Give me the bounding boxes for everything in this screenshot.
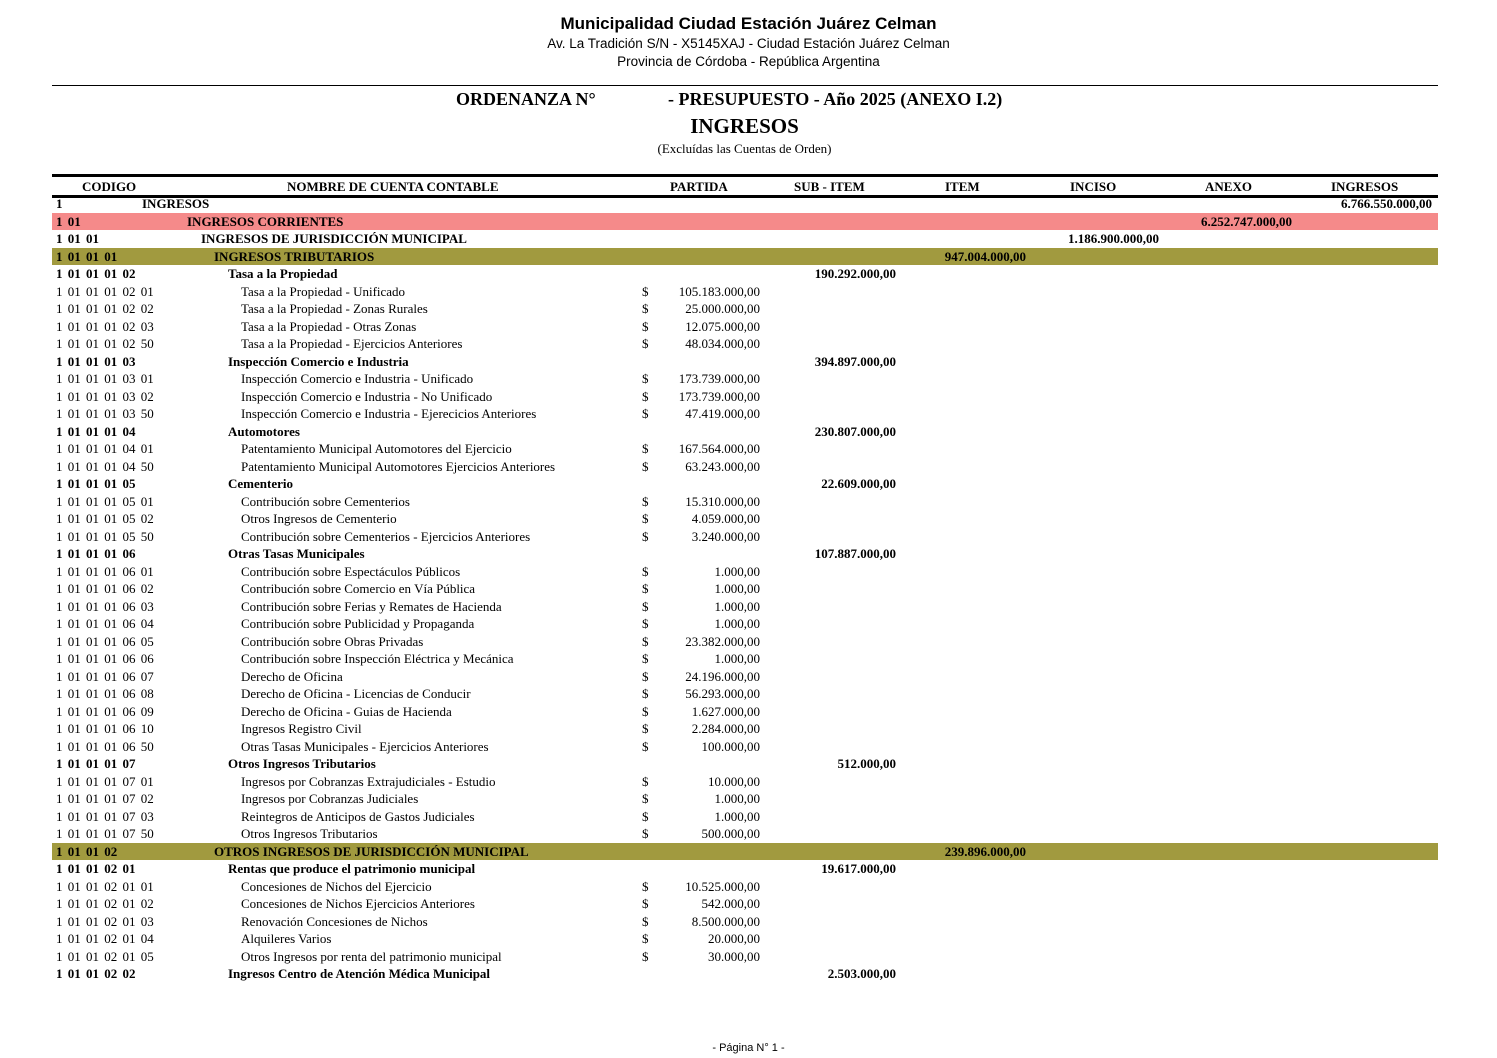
account-code: 1 01 01 02 02 bbox=[56, 966, 136, 981]
currency-symbol: $ bbox=[642, 598, 649, 614]
account-code: 1 01 01 01 06 bbox=[56, 546, 136, 561]
table-row bbox=[52, 965, 1438, 983]
account-code: 1 01 01 01 02 02 bbox=[56, 301, 154, 316]
account-code: 1 01 01 02 01 04 bbox=[56, 931, 154, 946]
table-row bbox=[52, 318, 1438, 336]
anexo-amount: 6.252.747.000,00 bbox=[1201, 213, 1292, 229]
subitem-amount: 22.609.000,00 bbox=[821, 476, 896, 491]
account-name: Concesiones de Nichos del Ejercicio bbox=[241, 878, 432, 894]
account-name: Contribución sobre Cementerios - Ejercicios Anteriores bbox=[241, 528, 531, 544]
col-subitem: SUB - ITEM bbox=[794, 179, 865, 194]
col-anexo: ANEXO bbox=[1205, 179, 1252, 194]
table-row bbox=[52, 860, 1438, 878]
account-name: Otros Ingresos de Cementerio bbox=[241, 511, 397, 526]
currency-symbol: $ bbox=[642, 913, 649, 929]
account-name: Contribución sobre Obras Privadas bbox=[241, 633, 424, 649]
account-code: 1 01 01 01 06 04 bbox=[56, 616, 154, 631]
account-code: 1 01 01 01 06 10 bbox=[56, 721, 154, 736]
partida-amount: 1.000,00 bbox=[714, 791, 760, 806]
partida-amount: 8.500.000,00 bbox=[691, 913, 760, 929]
table-row bbox=[52, 510, 1438, 528]
account-name: Ingresos Centro de Atención Médica Municipal bbox=[228, 966, 491, 981]
document-title: INGRESOS bbox=[690, 114, 799, 138]
account-name: Contribución sobre Publicidad y Propaganda bbox=[241, 616, 475, 631]
account-name: Tasa a la Propiedad - Unificado bbox=[241, 283, 406, 299]
inciso-amount: 1.186.900.000,00 bbox=[1068, 231, 1159, 246]
page-number: - Página N° 1 - bbox=[712, 1042, 785, 1054]
account-name: Contribución sobre Inspección Eléctrica y Mecánica bbox=[241, 651, 514, 666]
account-code: 1 01 01 01 04 50 bbox=[56, 458, 154, 474]
partida-amount: 10.525.000,00 bbox=[685, 878, 760, 894]
table-row bbox=[52, 825, 1438, 843]
account-name: Contribución sobre Cementerios bbox=[241, 493, 410, 509]
account-code: 1 01 01 01 06 05 bbox=[56, 633, 154, 649]
account-name: Inspección Comercio e Industria - No Unificado bbox=[241, 388, 493, 404]
partida-amount: 10.000,00 bbox=[708, 773, 760, 789]
table-row bbox=[52, 773, 1438, 791]
account-name: Tasa a la Propiedad bbox=[228, 266, 338, 281]
subitem-amount: 107.887.000,00 bbox=[814, 546, 896, 561]
document-subtitle: (Excluídas las Cuentas de Orden) bbox=[657, 141, 832, 156]
table-row bbox=[52, 633, 1438, 651]
table-row bbox=[52, 545, 1438, 563]
currency-symbol: $ bbox=[642, 773, 649, 789]
partida-amount: 2.284.000,00 bbox=[691, 721, 760, 736]
table-row bbox=[52, 493, 1438, 511]
table-row bbox=[52, 720, 1438, 738]
table-row bbox=[52, 265, 1438, 283]
currency-symbol: $ bbox=[642, 528, 649, 544]
subitem-amount: 230.807.000,00 bbox=[814, 423, 896, 439]
col-partida: PARTIDA bbox=[670, 179, 728, 194]
account-name: INGRESOS bbox=[142, 196, 210, 211]
account-code: 1 01 01 01 07 03 bbox=[56, 808, 154, 824]
table-row bbox=[52, 563, 1438, 581]
accounts-table bbox=[52, 195, 1438, 983]
col-ingresos: INGRESOS bbox=[1331, 179, 1399, 194]
table-row bbox=[52, 475, 1438, 493]
table-row bbox=[52, 405, 1438, 423]
account-code: 1 01 01 01 bbox=[56, 248, 118, 264]
currency-symbol: $ bbox=[642, 931, 649, 946]
currency-symbol: $ bbox=[642, 493, 649, 509]
account-name: Tasa a la Propiedad - Ejercicios Anteriores bbox=[241, 336, 463, 351]
currency-symbol: $ bbox=[642, 301, 649, 316]
subitem-amount: 190.292.000,00 bbox=[814, 266, 896, 281]
table-row bbox=[52, 370, 1438, 388]
currency-symbol: $ bbox=[642, 563, 649, 579]
account-name: Otros Ingresos Tributarios bbox=[228, 756, 376, 771]
account-code: 1 01 01 01 06 03 bbox=[56, 598, 154, 614]
account-name: Ingresos Registro Civil bbox=[241, 721, 362, 736]
account-code: 1 01 01 02 01 03 bbox=[56, 913, 154, 929]
partida-amount: 20.000,00 bbox=[708, 931, 760, 946]
table-row bbox=[52, 703, 1438, 721]
account-code: 1 01 01 01 02 bbox=[56, 266, 136, 281]
table-row bbox=[52, 615, 1438, 633]
partida-amount: 12.075.000,00 bbox=[685, 318, 760, 334]
table-row bbox=[52, 248, 1438, 266]
account-code: 1 01 01 bbox=[56, 231, 99, 246]
account-code: 1 01 01 01 03 50 bbox=[56, 406, 154, 421]
currency-symbol: $ bbox=[642, 948, 649, 964]
account-code: 1 01 01 01 06 09 bbox=[56, 703, 154, 719]
account-code: 1 01 01 01 06 08 bbox=[56, 686, 154, 701]
account-code: 1 01 01 02 01 01 bbox=[56, 878, 154, 894]
currency-symbol: $ bbox=[642, 738, 649, 754]
partida-amount: 4.059.000,00 bbox=[691, 511, 760, 526]
table-row bbox=[52, 423, 1438, 441]
ordenanza-label: ORDENANZA N° bbox=[456, 89, 596, 109]
account-code: 1 01 01 01 03 02 bbox=[56, 388, 154, 404]
account-name: Alquileres Varios bbox=[241, 931, 332, 946]
table-row bbox=[52, 440, 1438, 458]
table-row bbox=[52, 388, 1438, 406]
partida-amount: 1.000,00 bbox=[714, 581, 760, 596]
table-row bbox=[52, 668, 1438, 686]
currency-symbol: $ bbox=[642, 703, 649, 719]
currency-symbol: $ bbox=[642, 511, 649, 526]
partida-amount: 48.034.000,00 bbox=[685, 336, 760, 351]
table-row bbox=[52, 580, 1438, 598]
partida-amount: 1.000,00 bbox=[714, 563, 760, 579]
currency-symbol: $ bbox=[642, 581, 649, 596]
table-row bbox=[52, 878, 1438, 896]
account-name: Concesiones de Nichos Ejercicios Anteriores bbox=[241, 896, 475, 911]
account-name: Contribución sobre Ferias y Remates de Hacienda bbox=[241, 598, 502, 614]
ingresos-amount: 6.766.550.000,00 bbox=[1341, 196, 1432, 211]
account-code: 1 01 01 01 05 02 bbox=[56, 511, 154, 526]
partida-amount: 63.243.000,00 bbox=[685, 458, 760, 474]
subitem-amount: 19.617.000,00 bbox=[821, 861, 896, 876]
account-code: 1 01 01 01 05 50 bbox=[56, 528, 154, 544]
account-name: Tasa a la Propiedad - Otras Zonas bbox=[241, 318, 417, 334]
currency-symbol: $ bbox=[642, 616, 649, 631]
table-row bbox=[52, 353, 1438, 371]
table-row bbox=[52, 230, 1438, 248]
account-code: 1 01 bbox=[56, 213, 81, 229]
item-amount: 239.896.000,00 bbox=[944, 843, 1026, 859]
currency-symbol: $ bbox=[642, 896, 649, 911]
partida-amount: 30.000,00 bbox=[708, 948, 760, 964]
partida-amount: 1.000,00 bbox=[714, 598, 760, 614]
subitem-amount: 512.000,00 bbox=[837, 756, 896, 771]
partida-amount: 47.419.000,00 bbox=[685, 406, 760, 421]
table-row bbox=[52, 213, 1438, 231]
account-code: 1 01 01 01 05 bbox=[56, 476, 136, 491]
currency-symbol: $ bbox=[642, 458, 649, 474]
partida-amount: 3.240.000,00 bbox=[691, 528, 760, 544]
account-code: 1 01 01 01 07 01 bbox=[56, 773, 154, 789]
account-name: Otros Ingresos Tributarios bbox=[241, 826, 378, 841]
account-code: 1 01 01 01 02 01 bbox=[56, 283, 154, 299]
partida-amount: 56.293.000,00 bbox=[685, 686, 760, 701]
currency-symbol: $ bbox=[642, 388, 649, 404]
account-name: Ingresos por Cobranzas Extrajudiciales - Estudio bbox=[241, 773, 496, 789]
account-code: 1 01 01 01 05 01 bbox=[56, 493, 154, 509]
account-name: Inspección Comercio e Industria - Ejerecicios Anteriores bbox=[241, 406, 537, 421]
partida-amount: 24.196.000,00 bbox=[685, 668, 760, 684]
table-row bbox=[52, 528, 1438, 546]
col-codigo: CODIGO bbox=[82, 179, 137, 194]
partida-amount: 173.739.000,00 bbox=[678, 388, 760, 404]
municipality-address: Av. La Tradición S/N - X5145XAJ - Ciudad Estación Juárez Celman bbox=[547, 36, 950, 51]
account-code: 1 01 01 01 07 bbox=[56, 756, 136, 771]
account-code: 1 01 01 01 02 50 bbox=[56, 336, 154, 351]
account-code: 1 01 01 01 07 50 bbox=[56, 826, 154, 841]
table-row bbox=[52, 685, 1438, 703]
table-row bbox=[52, 755, 1438, 773]
partida-amount: 542.000,00 bbox=[701, 896, 760, 911]
currency-symbol: $ bbox=[642, 808, 649, 824]
account-code: 1 01 01 01 03 bbox=[56, 353, 136, 369]
account-name: Renovación Concesiones de Nichos bbox=[241, 913, 428, 929]
col-nombre: NOMBRE DE CUENTA CONTABLE bbox=[287, 179, 499, 194]
table-row bbox=[52, 650, 1438, 668]
subitem-amount: 394.897.000,00 bbox=[814, 353, 896, 369]
account-code: 1 01 01 01 06 07 bbox=[56, 668, 154, 684]
account-code: 1 01 01 01 07 02 bbox=[56, 791, 154, 806]
partida-amount: 500.000,00 bbox=[701, 826, 760, 841]
account-code: 1 01 01 01 06 01 bbox=[56, 563, 154, 579]
currency-symbol: $ bbox=[642, 318, 649, 334]
account-name: Otras Tasas Municipales bbox=[228, 546, 365, 561]
account-name: Inspección Comercio e Industria bbox=[228, 353, 409, 369]
account-name: Contribución sobre Comercio en Vía Pública bbox=[241, 581, 476, 596]
account-name: Derecho de Oficina - Guias de Hacienda bbox=[241, 703, 452, 719]
partida-amount: 173.739.000,00 bbox=[678, 371, 760, 386]
table-row bbox=[52, 195, 1438, 213]
currency-symbol: $ bbox=[642, 651, 649, 666]
table-row bbox=[52, 913, 1438, 931]
account-code: 1 01 01 02 01 02 bbox=[56, 896, 154, 911]
currency-symbol: $ bbox=[642, 826, 649, 841]
currency-symbol: $ bbox=[642, 721, 649, 736]
account-name: Derecho de Oficina bbox=[241, 668, 343, 684]
table-row bbox=[52, 895, 1438, 913]
currency-symbol: $ bbox=[642, 441, 649, 456]
account-name: Otras Tasas Municipales - Ejercicios Anteriores bbox=[241, 738, 489, 754]
table-row bbox=[52, 738, 1438, 756]
partida-amount: 25.000.000,00 bbox=[685, 301, 760, 316]
item-amount: 947.004.000,00 bbox=[944, 248, 1026, 264]
partida-amount: 167.564.000,00 bbox=[678, 441, 760, 456]
account-code: 1 bbox=[56, 196, 63, 211]
account-name: Inspección Comercio e Industria - Unificado bbox=[241, 371, 474, 386]
table-row bbox=[52, 335, 1438, 353]
partida-amount: 105.183.000,00 bbox=[678, 283, 760, 299]
account-name: INGRESOS DE JURISDICCIÓN MUNICIPAL bbox=[201, 231, 467, 246]
partida-amount: 23.382.000,00 bbox=[685, 633, 760, 649]
table-row bbox=[52, 948, 1438, 966]
table-row bbox=[52, 283, 1438, 301]
currency-symbol: $ bbox=[642, 371, 649, 386]
account-name: Rentas que produce el patrimonio municipal bbox=[228, 861, 476, 876]
presupuesto-label: - PRESUPUESTO - Año 2025 (ANEXO I.2) bbox=[668, 89, 1003, 109]
table-row bbox=[52, 300, 1438, 318]
account-name: INGRESOS TRIBUTARIOS bbox=[214, 248, 375, 264]
table-row bbox=[52, 790, 1438, 808]
currency-symbol: $ bbox=[642, 878, 649, 894]
partida-amount: 1.627.000,00 bbox=[691, 703, 760, 719]
account-code: 1 01 01 01 06 50 bbox=[56, 738, 154, 754]
table-row bbox=[52, 598, 1438, 616]
partida-amount: 1.000,00 bbox=[714, 651, 760, 666]
account-name: Derecho de Oficina - Licencias de Conducir bbox=[241, 686, 471, 701]
header-divider bbox=[52, 85, 1438, 86]
partida-amount: 1.000,00 bbox=[714, 616, 760, 631]
currency-symbol: $ bbox=[642, 336, 649, 351]
currency-symbol: $ bbox=[642, 283, 649, 299]
partida-amount: 100.000,00 bbox=[701, 738, 760, 754]
currency-symbol: $ bbox=[642, 668, 649, 684]
account-code: 1 01 01 01 04 01 bbox=[56, 441, 154, 456]
currency-symbol: $ bbox=[642, 791, 649, 806]
account-name: OTROS INGRESOS DE JURISDICCIÓN MUNICIPAL bbox=[214, 843, 529, 859]
account-name: Cementerio bbox=[228, 476, 293, 491]
account-code: 1 01 01 01 02 03 bbox=[56, 318, 154, 334]
account-code: 1 01 01 01 06 02 bbox=[56, 581, 154, 596]
account-name: Tasa a la Propiedad - Zonas Rurales bbox=[241, 301, 428, 316]
account-name: Patentamiento Municipal Automotores del Ejercicio bbox=[241, 441, 512, 456]
currency-symbol: $ bbox=[642, 406, 649, 421]
account-code: 1 01 01 02 bbox=[56, 843, 118, 859]
account-name: Automotores bbox=[228, 423, 300, 439]
currency-symbol: $ bbox=[642, 633, 649, 649]
table-row bbox=[52, 930, 1438, 948]
account-name: Ingresos por Cobranzas Judiciales bbox=[241, 791, 419, 806]
account-code: 1 01 01 02 01 05 bbox=[56, 948, 154, 964]
partida-amount: 1.000,00 bbox=[714, 808, 760, 824]
account-code: 1 01 01 01 03 01 bbox=[56, 371, 154, 386]
account-name: Contribución sobre Espectáculos Públicos bbox=[241, 563, 461, 579]
col-item: ITEM bbox=[945, 179, 980, 194]
account-code: 1 01 01 01 04 bbox=[56, 423, 136, 439]
table-row bbox=[52, 458, 1438, 476]
municipality-province: Provincia de Córdoba - República Argentina bbox=[617, 54, 880, 69]
partida-amount: 15.310.000,00 bbox=[685, 493, 760, 509]
currency-symbol: $ bbox=[642, 686, 649, 701]
col-inciso: INCISO bbox=[1070, 179, 1117, 194]
subitem-amount: 2.503.000,00 bbox=[827, 966, 896, 981]
table-row bbox=[52, 843, 1438, 861]
account-name: Reintegros de Anticipos de Gastos Judiciales bbox=[241, 808, 475, 824]
account-name: Patentamiento Municipal Automotores Ejercicios Anteriores bbox=[241, 458, 556, 474]
account-code: 1 01 01 02 01 bbox=[56, 861, 136, 876]
table-row bbox=[52, 808, 1438, 826]
account-name: Otros Ingresos por renta del patrimonio municipal bbox=[241, 948, 502, 964]
account-code: 1 01 01 01 06 06 bbox=[56, 651, 154, 666]
municipality-title: Municipalidad Ciudad Estación Juárez Celman bbox=[560, 14, 937, 33]
account-name: INGRESOS CORRIENTES bbox=[187, 213, 344, 229]
